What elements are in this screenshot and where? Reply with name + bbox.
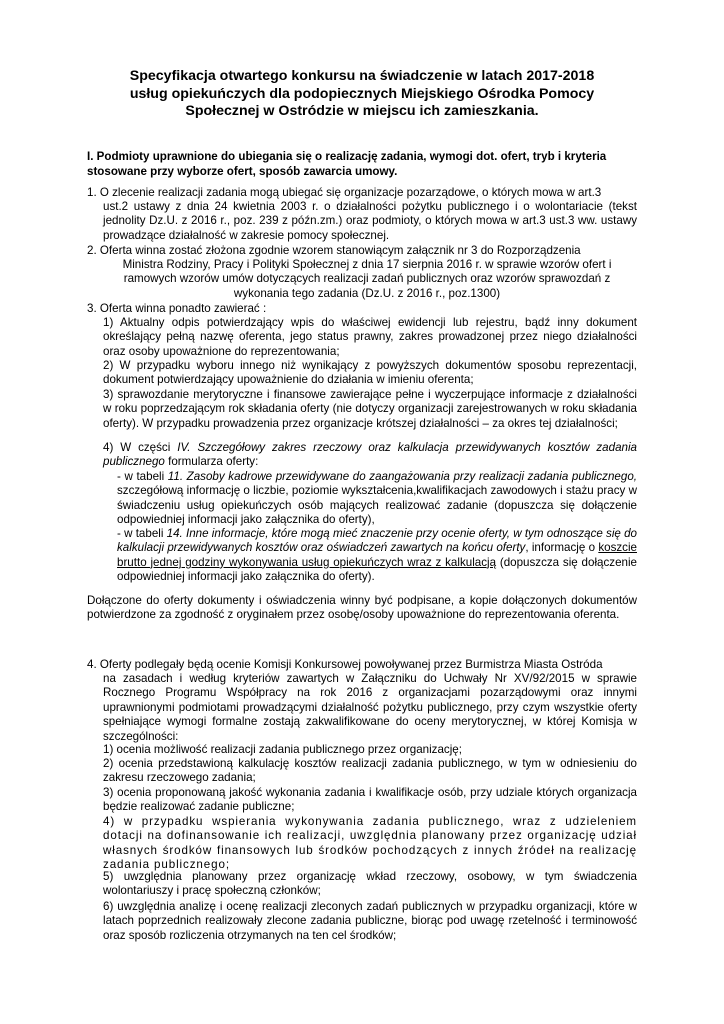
table-14-prefix: - w tabeli [117,527,167,540]
item-3-sub-4 [103,441,637,470]
title-line-2: usług opiekuńczych dla podopiecznych Miejskiego Ośrodka Pomocy [129,85,595,102]
item-4-first-line: 4. Oferty podlegały będą ocenie Komisji Konkursowej powoływanej przez Burmistrza Miasta Ostróda [87,658,603,671]
item-3-sub-3: 3) sprawozdanie merytoryczne i finansowe zawierające pełne i wyczerpujące informacje z działalności w roku poprzedzającym rok składania oferty (nie dotyczy organizacji zarejestrowanych w roku składania oferty). W przypadku prowadzenia przez organizacje krótszej działalności – za okres tej działalności; [103,388,637,430]
title-line-1: Specyfikacja otwartego konkursu na świadczenie w latach 2017-2018 [129,68,595,84]
item-3-sub-2: 2) W przypadku wyboru innego niż wynikający z powyższych dokumentów sposobu reprezentacji, dokument potwierdzający upoważnienie do działania w imieniu oferenta; [103,359,637,387]
document-title [60,68,664,121]
criterion-2: 2) ocenia przedstawioną kalkulację kosztów realizacji zadania publicznego, w tym w odniesieniu do zakresu rzeczowego zadania; [103,757,637,785]
table-11-prefix: - w tabeli [117,470,168,483]
item-4-text: na zasadach i według kryteriów zawartych w Załączniku do Uchwały Nr XV/92/2015 w sprawie Rocznego Programu Współpracy na rok 2016 z organizacjami pozarządowymi oraz innymi uprawnionymi podmiotami prowadzącymi działalność pożytku publicznego, przy czym wszystkie oferty spełniające wymogi formalne zostają zakwalifikowane do oceny merytorycznej, w której Komisja w szczególności: [103,672,637,743]
item-2-first-line: 2. Oferta winna zostać złożona zgodnie wzorem stanowiącym załącznik nr 3 do Rozporządzenia [87,244,581,257]
sub-4-suffix: formularza oferty: [164,455,259,469]
criterion-5: 5) uwzględnia planowany przez organizację wkład rzeczowy, osobowy, w tym świadczenia wolontariuszy i pracę społeczną członków; [103,870,637,898]
item-3-table-11 [117,470,637,528]
sub-4-prefix: 4) W części [103,441,178,454]
table-11-text: szczegółową informację o liczbie, poziomie wykształcenia,kwalifikacjach zawodowych i stażu pracy w świadczeniu usług opiekuńczych osób mających realizować zadanie (dopuszcza się dołączenie odpowiedniej informacji jako załącznika do oferty), [117,484,637,527]
item-3-sub-1: 1) Aktualny odpis potwierdzający wpis do właściwej ewidencji lub rejestru, bądź inny dokument określający pełną nazwę oferenta, jego status prawny, zakres prowadzonej przez niego działalności oraz osoby upoważnione do reprezentowania; [103,316,637,358]
item-3-table-14 [117,527,637,585]
section-heading: I. Podmioty uprawnione do ubiegania się o realizację zadania, wymogi dot. ofert, tryb i kryteria stosowane przy wyborze ofert, sposób zawarcia umowy. [87,150,607,178]
table-14-underlined: koszcie brutto jednej godziny wykonywania usług opiekuńczych wraz z kalkulacją [117,541,637,569]
table-14-mid: , informację o [525,541,599,555]
table-14-suffix: (dopuszcza się dołączenie odpowiedniej informacji jako załącznika do oferty). [117,555,637,584]
item-1-first-line: 1. O zlecenie realizacji zadania mogą ubiegać się organizacje pozarządowe, o których mowa w art.3 [87,186,602,199]
criterion-1: 1) ocenia możliwość realizacji zadania publicznego przez organizację; [103,743,462,756]
attached-documents-note: Dołączone do oferty dokumenty i oświadczenia winny być podpisane, a kopie dołączonych dokumentów potwierdzone za zgodność z oryginałem przez osobę/osoby upoważnione do reprezentowania oferenta. [87,594,637,622]
table-11-name: 11. Zasoby kadrowe przewidywane do zaangażowania przy realizacji zadania publicznego, [167,470,637,483]
item-3-first-line: 3. Oferta winna ponadto zawierać : [87,302,267,315]
criterion-4: 4) w przypadku wspierania wykonywania zadania publicznego, wraz z udzieleniem dotacji na dofinansowanie ich realizacji, uwzględnia planowany przez organizację udział własnych środków finansowych lub środków pochodzących z innych źródeł na realizację zadania publicznego; [103,815,637,872]
item-2-text: Ministra Rodziny, Pracy i Polityki Społecznej z dnia 17 sierpnia 2016 r. w sprawie wzorów ofert i ramowych wzorów umów dotyczących realizacji zadań publicznych oraz wzorów sprawozdań z wykonania tego zadania (Dz.U. z 2016 r., poz.1300) [122,258,612,300]
table-14-name: 14. Inne informacje, które mogą mieć znaczenie przy ocenie oferty, w tym odnoszące się do kalkulacji przewidywanych kosztów oraz oświadczeń zawartych na końcu oferty [117,527,638,555]
item-1-text: ust.2 ustawy z dnia 24 kwietnia 2003 r. o działalności pożytku publicznego i o wolontariacie (tekst jednolity Dz.U. z 2016 r., poz. 239 z późn.zm.) oraz podmioty, o których mowa w art.3 ust.3 ww. ustawy prowadzące działalność w zakresie pomocy społecznej. [103,200,637,242]
criterion-3: 3) ocenia proponowaną jakość wykonania zadania i kwalifikacje osób, przy udziale których organizacja będzie realizować zadanie publiczne; [103,786,637,814]
criterion-6: 6) uwzględnia analizę i ocenę realizacji zleconych zadań publicznych w przypadku organizacji, które w latach poprzednich realizowały zlecone zadania publiczne, biorąc pod uwagę rzetelność i terminowość oraz sposób rozliczenia otrzymanych na ten cel środków; [103,900,637,942]
sub-4-section-ref: IV. Szczegółowy zakres rzeczowy oraz kalkulacja przewidywanych kosztów zadania publicznego [103,441,637,469]
title-line-3: Społecznej w Ostródzie w miejscu ich zamieszkania. [185,103,539,119]
